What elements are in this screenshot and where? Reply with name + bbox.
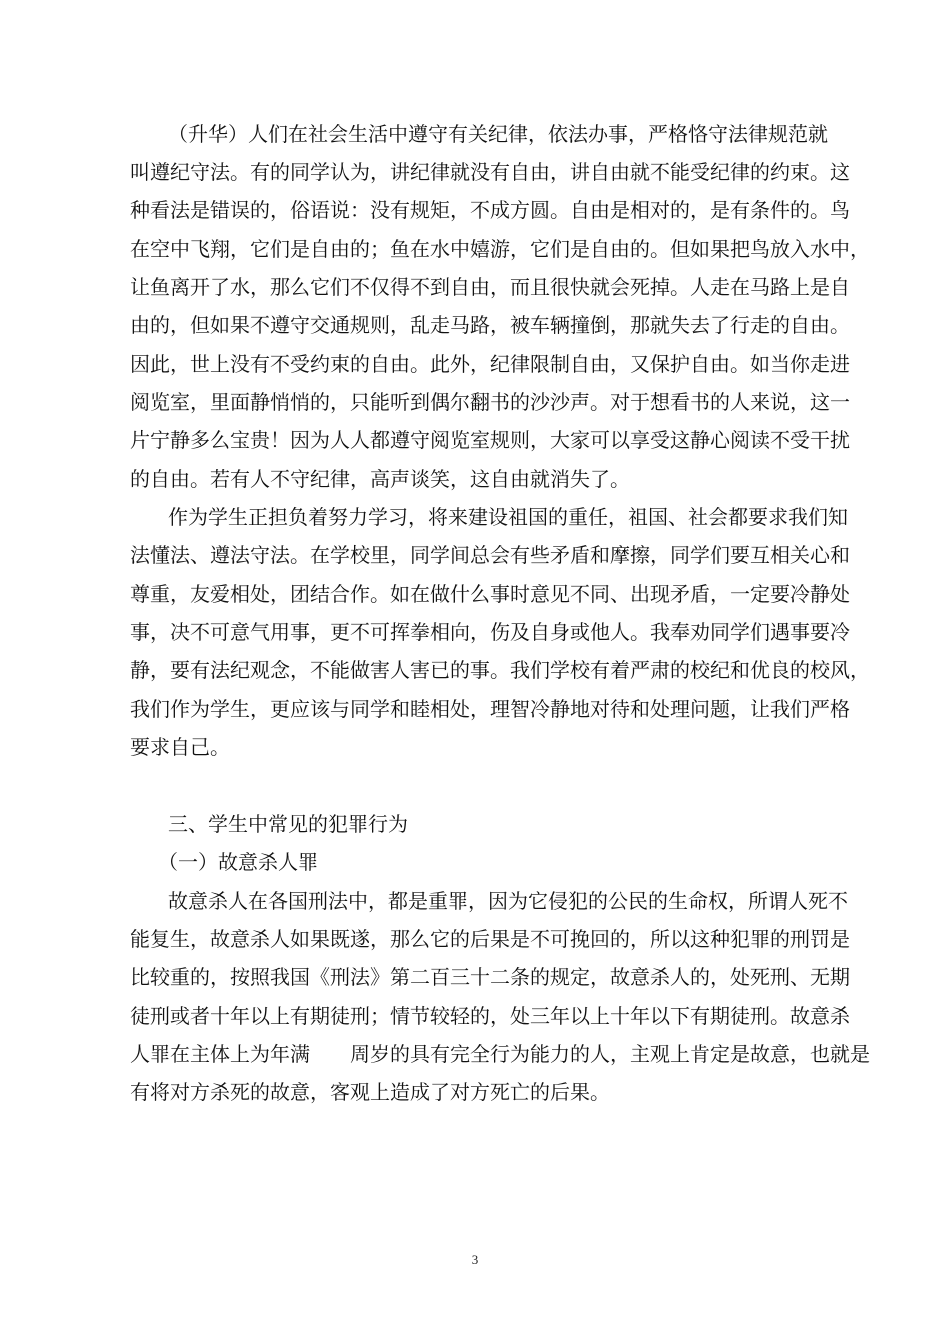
paragraph-3-line-5: 人罪在主体上为年满 周岁的具有完全行为能力的人，主观上肯定是故意，也就是 bbox=[130, 1042, 870, 1066]
paragraph-1-line-10: 的自由。若有人不守纪律，高声谈笑，这自由就消失了。 bbox=[130, 467, 630, 491]
paragraph-3-line-4: 徒刑或者十年以上有期徒刑；情节较轻的，处三年以上十年以下有期徒刑。故意杀 bbox=[130, 1004, 850, 1028]
paragraph-2-line-2: 法懂法、遵法守法。在学校里，同学间总会有些矛盾和摩擦，同学们要互相关心和 bbox=[130, 543, 850, 567]
paragraph-1-line-6: 由的，但如果不遵守交通规则，乱走马路，被车辆撞倒，那就失去了行走的自由。 bbox=[130, 313, 850, 337]
paragraph-2-line-6: 我们作为学生，更应该与同学和睦相处，理智冷静地对待和处理问题，让我们严格 bbox=[130, 697, 850, 721]
section-heading: 三、学生中常见的犯罪行为 bbox=[168, 812, 408, 836]
paragraph-1-line-2: 叫遵纪守法。有的同学认为，讲纪律就没有自由，讲自由就不能受纪律的约束。这 bbox=[130, 160, 850, 184]
paragraph-2-line-7: 要求自己。 bbox=[130, 735, 230, 759]
paragraph-1-line-4: 在空中飞翔，它们是自由的；鱼在水中嬉游，它们是自由的。但如果把鸟放入水中， bbox=[130, 237, 870, 261]
paragraph-3-line-1: 故意杀人在各国刑法中，都是重罪，因为它侵犯的公民的生命权，所谓人死不 bbox=[168, 889, 848, 913]
paragraph-3-line-6: 有将对方杀死的故意，客观上造成了对方死亡的后果。 bbox=[130, 1080, 610, 1104]
paragraph-2-line-1: 作为学生正担负着努力学习，将来建设祖国的重任，祖国、社会都要求我们知 bbox=[168, 505, 848, 529]
paragraph-2-line-4: 事，决不可意气用事，更不可挥拳相向，伤及自身或他人。我奉劝同学们遇事要冷 bbox=[130, 620, 850, 644]
paragraph-3-line-3: 比较重的，按照我国《刑法》第二百三十二条的规定，故意杀人的，处死刑、无期 bbox=[130, 965, 850, 989]
paragraph-2-line-3: 尊重，友爱相处，团结合作。如在做什么事时意见不同、出现矛盾，一定要冷静处 bbox=[130, 582, 850, 606]
paragraph-1-line-7: 因此，世上没有不受约束的自由。此外，纪律限制自由，又保护自由。如当你走进 bbox=[130, 352, 850, 376]
paragraph-1-line-9: 片宁静多么宝贵！因为人人都遵守阅览室规则，大家可以享受这静心阅读不受干扰 bbox=[130, 428, 850, 452]
paragraph-3-line-2: 能复生，故意杀人如果既遂，那么它的后果是不可挽回的，所以这种犯罪的刑罚是 bbox=[130, 927, 850, 951]
paragraph-1-line-8: 阅览室，里面静悄悄的，只能听到偶尔翻书的沙沙声。对于想看书的人来说，这一 bbox=[130, 390, 850, 414]
paragraph-1-line-5: 让鱼离开了水，那么它们不仅得不到自由，而且很快就会死掉。人走在马路上是自 bbox=[130, 275, 850, 299]
paragraph-2-line-5: 静，要有法纪观念，不能做害人害已的事。我们学校有着严肃的校纪和优良的校风， bbox=[130, 658, 870, 682]
subsection-heading: （一）故意杀人罪 bbox=[158, 850, 318, 874]
page-number: 3 bbox=[471, 1252, 479, 1267]
paragraph-1-line-1: （升华）人们在社会生活中遵守有关纪律，依法办事，严格恪守法律规范就 bbox=[168, 122, 828, 146]
paragraph-1-line-3: 种看法是错误的，俗语说：没有规矩，不成方圆。自由是相对的，是有条件的。鸟 bbox=[130, 198, 850, 222]
